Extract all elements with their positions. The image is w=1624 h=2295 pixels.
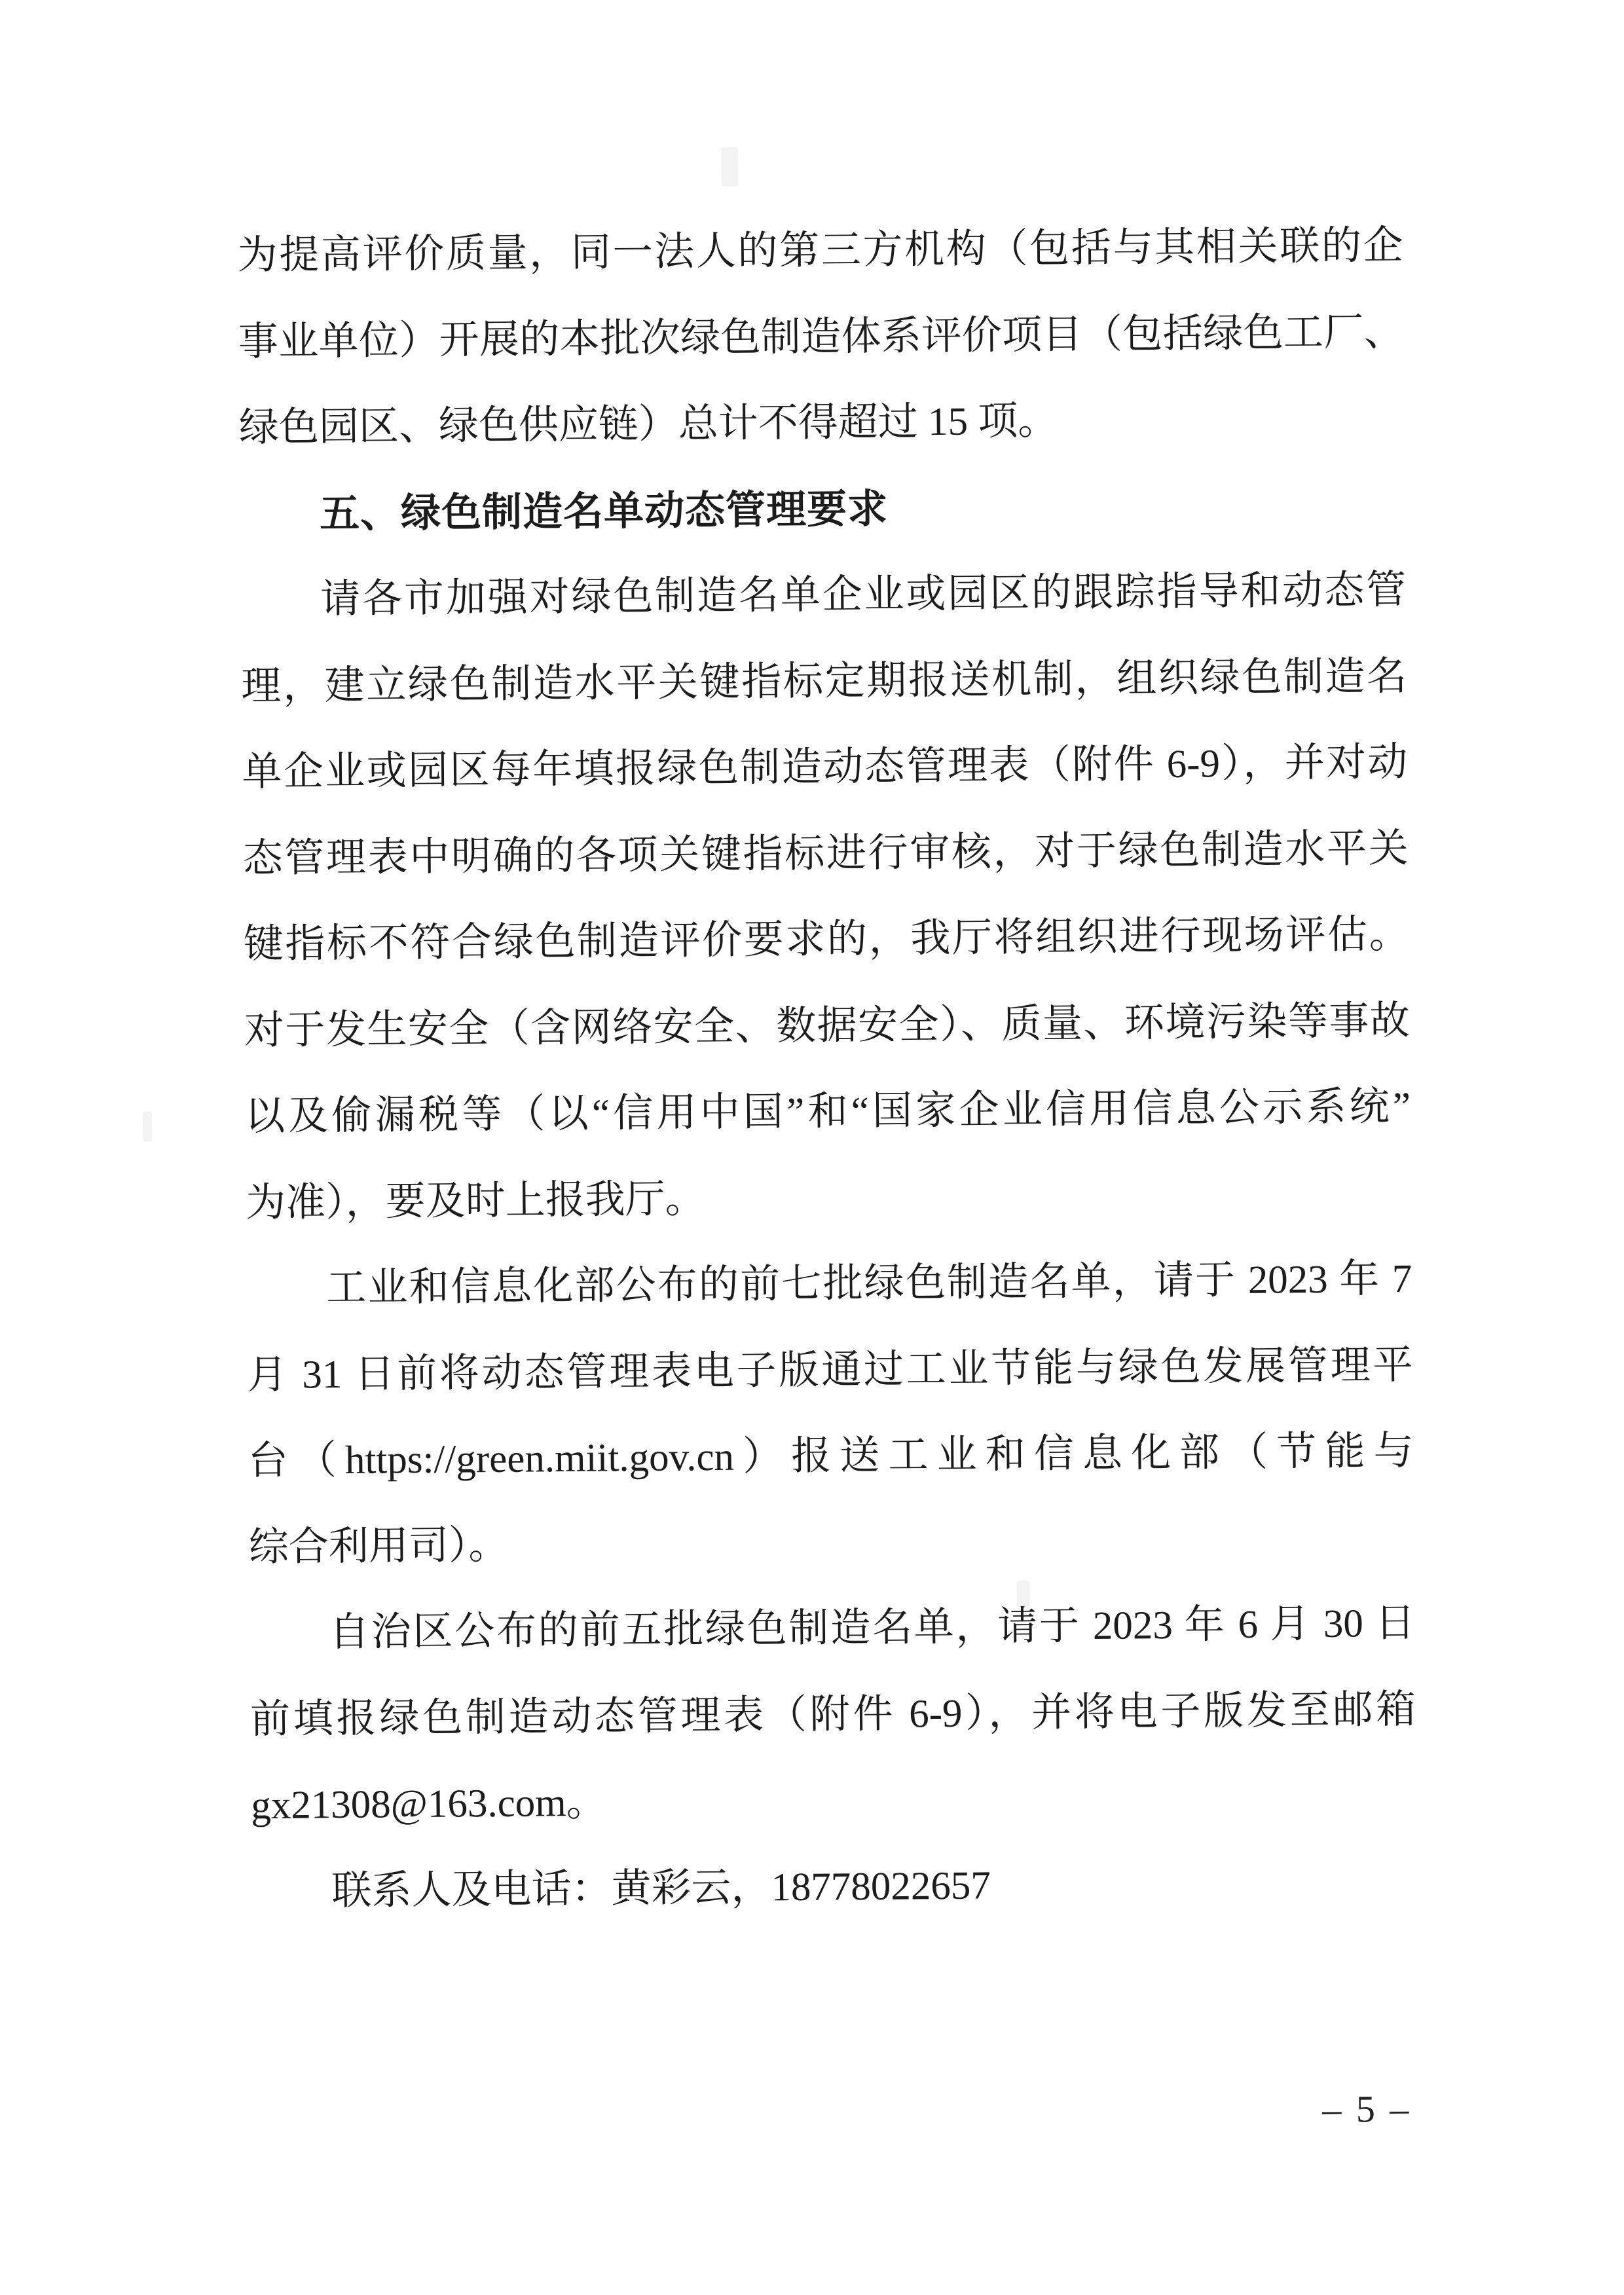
text-line: 为准），要及时上报我厅。 [245,1177,706,1225]
section-heading: 五、绿色制造名单动态管理要求 [319,486,889,536]
text-line: 理，建立绿色制造水平关键指标定期报送机制，组织绿色制造名 [241,654,1407,708]
text-line: 月 31 日前将动态管理表电子版通过工业节能与绿色发展管理平 [247,1343,1413,1397]
page-number: – 5 – [1322,2087,1412,2131]
scan-smudge [143,1112,152,1142]
text-line: 综合利用司）。 [248,1523,509,1570]
scan-smudge [721,147,739,187]
text-line: 绿色园区、绿色供应链）总计不得超过 15 项。 [238,399,1058,450]
text-line: 自治区公布的前五批绿色制造名单，请于 2023 年 6 月 30 日 [329,1601,1416,1655]
text-line: 联系人及电话：黄彩云，18778022657 [331,1863,991,1913]
text-line: 工业和信息化部公布的前七批绿色制造名单，请于 2023 年 7 [326,1257,1412,1311]
text-line: 请各市加强对绿色制造名单企业或园区的跟踪指导和动态管 [320,568,1407,622]
text-line: gx21308@163.com。 [250,1780,606,1828]
text-line: 以及偷漏税等（以“信用中国”和“国家企业信用信息公示系统” [244,1084,1411,1139]
text-line: 对于发生安全（含网络安全、数据安全）、质量、环境污染等事故 [244,999,1411,1053]
text-line: 台（https://green.miit.gov.cn）报送工业和信息化部（节能与 [248,1429,1414,1484]
text-line: 事业单位）开展的本批次绿色制造体系评价项目（包括绿色工厂、 [238,310,1404,364]
text-line: 单企业或园区每年填报绿色制造动态管理表（附件 6-9），并对动 [242,740,1408,795]
text-line: 前填报绿色制造动态管理表（附件 6-9），并将电子版发至邮箱 [249,1687,1416,1742]
document-body [237,203,1418,1935]
text-line: 态管理表中明确的各项关键指标进行审核，对于绿色制造水平关 [242,826,1409,881]
text-line: 为提高评价质量，同一法人的第三方机构（包括与其相关联的企 [237,223,1403,278]
text-line: 键指标不符合绿色制造评价要求的，我厅将组织进行现场评估。 [243,912,1410,967]
